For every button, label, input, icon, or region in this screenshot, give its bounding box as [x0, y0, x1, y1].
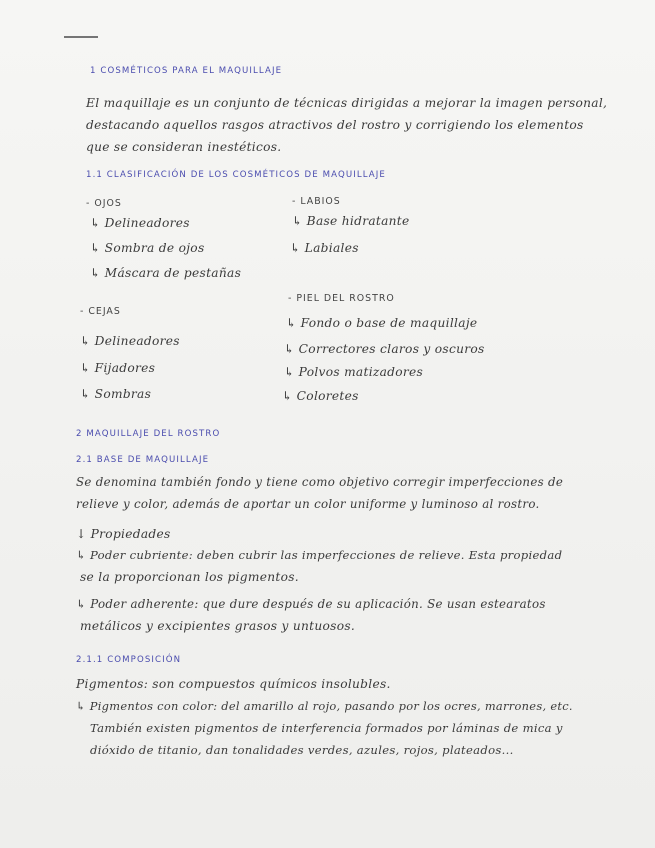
prop2-line-1: ↳ Poder adherente: que dure después de su aplicación. Se usan estearatos [76, 597, 546, 611]
base-line-1: Se denomina también fondo y tiene como objetivo corregir imperfecciones de [76, 475, 564, 489]
pig1-line-3: dióxido de titanio, dan tonalidades verdes, azules, rojos, plateados... [90, 743, 514, 757]
heading-clasificacion: 1.1 CLASIFICACIÓN DE LOS COSMÉTICOS DE MAQUILLAJE [86, 170, 386, 180]
pig1-line-2: También existen pigmentos de interferencia formados por láminas de mica y [90, 721, 563, 735]
cejas-item-1: ↳ Delineadores [80, 334, 180, 348]
page-mark [64, 36, 98, 38]
category-cejas: - CEJAS [80, 306, 121, 317]
propiedades-title: ↓ Propiedades [76, 527, 171, 541]
cejas-item-3: ↳ Sombras [80, 387, 152, 401]
cejas-item-2: ↳ Fijadores [80, 361, 156, 375]
category-ojos: - OJOS [86, 198, 122, 209]
intro-line-3: que se consideran inestéticos. [86, 140, 282, 154]
piel-item-3: ↳ Polvos matizadores [284, 365, 424, 379]
pig1-line-1: ↳ Pigmentos con color: del amarillo al rojo, pasando por los ocres, marrones, etc. [76, 699, 573, 713]
piel-item-4: ↳ Coloretes [282, 389, 359, 403]
category-piel: - PIEL DEL ROSTRO [288, 293, 395, 304]
category-labios: - LABIOS [292, 196, 341, 207]
heading-cosmeticos: 1 COSMÉTICOS PARA EL MAQUILLAJE [90, 66, 283, 76]
heading-maquillaje-rostro: 2 MAQUILLAJE DEL ROSTRO [76, 429, 221, 439]
intro-line-2: destacando aquellos rasgos atractivos del rostro y corrigiendo los elementos [86, 118, 584, 132]
ojos-item-2: ↳ Sombra de ojos [90, 241, 205, 255]
prop2-line-2: metálicos y excipientes grasos y untuosos. [80, 619, 356, 633]
ojos-item-1: ↳ Delineadores [90, 216, 190, 230]
ojos-item-3: ↳ Máscara de pestañas [90, 266, 242, 280]
heading-base-maquillaje: 2.1 BASE DE MAQUILLAJE [76, 455, 210, 465]
intro-line-1: El maquillaje es un conjunto de técnicas dirigidas a mejorar la imagen personal, [86, 96, 608, 110]
labios-item-2: ↳ Labiales [290, 241, 359, 255]
prop1-line-1: ↳ Poder cubriente: deben cubrir las imperfecciones de relieve. Esta propiedad [76, 548, 563, 562]
prop1-line-2: se la proporcionan los pigmentos. [80, 570, 299, 584]
piel-item-1: ↳ Fondo o base de maquillaje [286, 316, 478, 330]
piel-item-2: ↳ Correctores claros y oscuros [284, 342, 485, 356]
pigmentos-line: Pigmentos: son compuestos químicos insolubles. [76, 677, 391, 691]
base-line-2: relieve y color, además de aportar un color uniforme y luminoso al rostro. [76, 497, 540, 511]
heading-composicion: 2.1.1 COMPOSICIÓN [76, 655, 182, 665]
labios-item-1: ↳ Base hidratante [292, 214, 410, 228]
